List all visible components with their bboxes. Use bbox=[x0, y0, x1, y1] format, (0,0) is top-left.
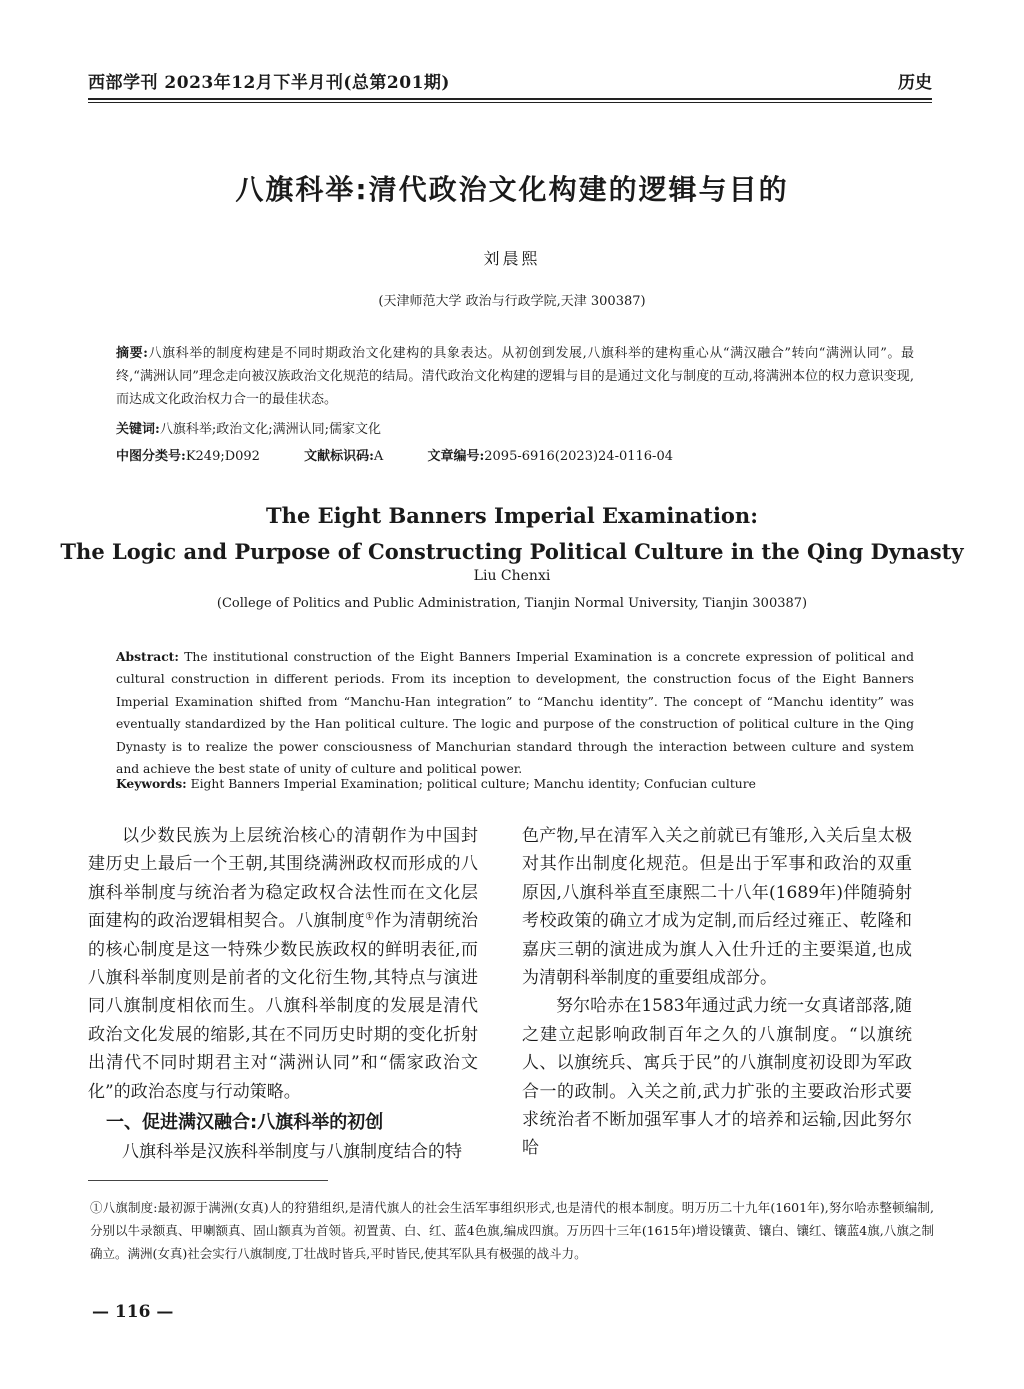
footnote: ①八旗制度:最初源于满洲(女真)人的狩猎组织,是清代旗人的社会生活军事组织形式,也是清代的根本制度。明万历二十九年(1601年),努尔哈赤整顿编制,分别以牛录额真、甲喇额真、固山额真为首领。初置黄、白、红、蓝4色旗,编成四旗。万历四十三年(1615年)增设镶黄、镶白、镶红、镶蓝4旗,八旗之制确立。满洲(女真)社会实行八旗制度,丁壮战时皆兵,平时皆民,使其军队具有极强的战斗力。 bbox=[90, 1200, 934, 1261]
abstract-en bbox=[116, 646, 914, 780]
body-paragraph bbox=[88, 822, 478, 1106]
title-en-line2: The Logic and Purpose of Constructing Political Culture in the Qing Dynasty bbox=[60, 539, 964, 564]
doc-code-label: 文献标识码: bbox=[304, 449, 374, 464]
body-text: 以少数民族为上层统治核心的清朝作为中国封建历史上最后一个王朝,其围绕满洲政权而形成的八旗科举制度与统治者为稳定政权合法性而在文化层面建构的政治逻辑相契合。八旗制度 bbox=[88, 826, 478, 932]
article-no-label: 文章编号: bbox=[427, 449, 485, 464]
affiliation-cn: (天津师范大学 政治与行政学院,天津 300387) bbox=[378, 294, 646, 309]
clc-value: K249;D092 bbox=[185, 449, 260, 464]
abstract-cn-text: 八旗科举的制度构建是不同时期政治文化建构的具象表达。从初创到发展,八旗科举的建构重心从“满汉融合”转向“满洲认同”。最终,“满洲认同”理念走向被汉族政治文化规范的结局。清代政治文化构建的逻辑与目的是通过文化与制度的互动,将满洲本位的权力意识变现,而达成文化政治权力合一的最佳状态。 bbox=[116, 346, 914, 407]
header-rule bbox=[88, 98, 932, 100]
abstract-en-text: The institutional construction of the Eight Banners Imperial Examination is a concrete expression of political and cultural construction in different periods. From its inception to development, the construction focus of the Eight Banners Imperial Examination shifted from “Manchu-Han integration” to “Manchu identity”. The concept of “Manchu identity” was eventually standardized by the Han political culture. The logic and purpose of the construction of political culture in the Qing Dynasty is to realize the power consciousness of Manchurian standard through the interaction between culture and system and achieve the best state of unity of culture and political power. bbox=[116, 650, 914, 777]
running-head bbox=[88, 68, 932, 98]
affiliation-en: (College of Politics and Public Administration, Tianjin Normal University, Tianjin 300387) bbox=[216, 596, 808, 611]
keywords-en-text: Eight Banners Imperial Examination; political culture; Manchu identity; Confucian culture bbox=[190, 777, 756, 791]
body-paragraph: 努尔哈赤在1583年通过武力统一女真诸部落,随之建立起影响政制百年之久的八旗制度。“以旗统人、以旗统兵、寓兵于民”的八旗制度初设即为军政合一的政制。入关之前,武力扩张的主要政治形式要求统治者不断加强军事人才的培养和运输,因此努尔哈 bbox=[522, 996, 912, 1159]
footnote-marker[interactable]: ① bbox=[365, 911, 375, 923]
classification-line bbox=[116, 445, 713, 464]
keywords-cn-label: 关键词: bbox=[116, 422, 160, 437]
footnote-rule bbox=[88, 1180, 328, 1181]
page-number: — 116 — bbox=[92, 1302, 174, 1322]
doc-code-value: A bbox=[373, 449, 384, 464]
section-heading: 一、促进满汉融合:八旗科举的初创 bbox=[106, 1112, 384, 1134]
body-paragraph: 色产物,早在清军入关之前就已有雏形,入关后皇太极对其作出制度化规范。但是出于军事和政治的双重原因,八旗科举直至康熙二十八年(1689年)伴随骑射考校政策的确立才成为定制,而后经过雍正、乾隆和嘉庆三朝的演进成为旗人入仕升迁的主要渠道,也成为清朝科举制度的重要组成部分。 bbox=[522, 826, 912, 989]
abstract-en-label: Abstract: bbox=[116, 649, 179, 664]
keywords-cn bbox=[116, 418, 914, 437]
author-en: Liu Chenxi bbox=[473, 568, 551, 584]
body-column-left bbox=[88, 822, 478, 1166]
abstract-cn-label: 摘要: bbox=[116, 346, 148, 361]
clc-label: 中图分类号: bbox=[116, 449, 186, 464]
keywords-cn-text: 八旗科举;政治文化;满洲认同;儒家文化 bbox=[159, 422, 381, 437]
body-text: 作为清朝统治的核心制度是这一特殊少数民族政权的鲜明表征,而八旗科举制度则是前者的文化衍生物,其特点与演进同八旗制度相依而生。八旗科举制度的发展是清代政治文化发展的缩影,其在不同历史时期的变化折射出清代不同时期君主对“满洲认同”和“儒家政治文化”的政治态度与行动策略。 bbox=[88, 911, 479, 1102]
article-no-value: 2095-6916(2023)24-0116-04 bbox=[484, 449, 673, 464]
header-rule-thin bbox=[88, 102, 932, 103]
body-column-right bbox=[522, 822, 912, 1163]
article-title-en bbox=[0, 498, 1024, 570]
keywords-en bbox=[116, 776, 914, 791]
article-title-cn: 八旗科举:清代政治文化构建的逻辑与目的 bbox=[235, 173, 789, 206]
keywords-en-label: Keywords: bbox=[116, 776, 187, 791]
section-name: 历史 bbox=[898, 73, 932, 93]
journal-name: 西部学刊 2023年12月下半月刊(总第201期) bbox=[88, 73, 450, 93]
author-cn: 刘晨熙 bbox=[483, 249, 541, 268]
body-paragraph: 八旗科举是汉族科举制度与八旗制度结合的特 bbox=[122, 1142, 462, 1163]
title-en-line1: The Eight Banners Imperial Examination: bbox=[266, 503, 758, 528]
abstract-cn bbox=[116, 342, 914, 411]
